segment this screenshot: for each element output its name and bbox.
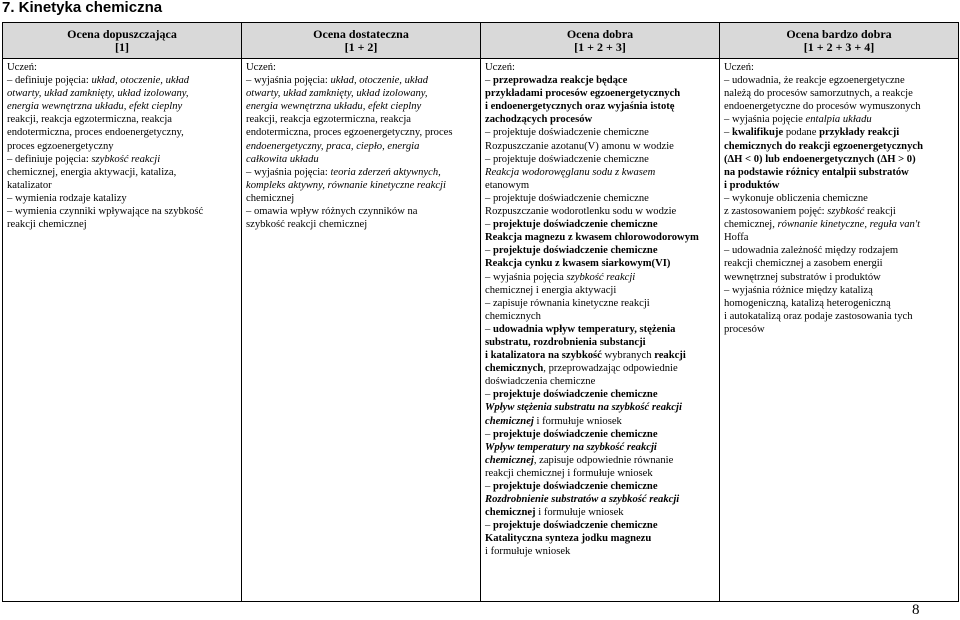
text-run: – definiuje pojęcia: (7, 153, 92, 165)
text-run: teoria zderzeń aktywnych, (330, 166, 441, 178)
text-run: reakcji, reakcja egzotermiczna, reakcja (7, 114, 172, 126)
column-subheading: [1] (115, 39, 129, 54)
criteria-line (246, 140, 476, 153)
criteria-line (724, 310, 954, 323)
text-run: kwalifikuje (731, 127, 784, 139)
criteria-line (724, 244, 954, 257)
text-run: reakcji, reakcja egzotermiczna, reakcja (246, 114, 411, 126)
text-run: Reakcja cynku z kwasem siarkowym(VI) (485, 258, 671, 270)
text-run: wewnętrznej substratów i produktów (724, 271, 881, 283)
criteria-line (724, 87, 954, 100)
criteria-line (246, 74, 476, 87)
text-run: chemicznej, (724, 219, 778, 231)
text-run: i katalizatora na szybkość (485, 350, 602, 362)
text-run: Uczeń: (485, 62, 515, 73)
criteria-line (485, 454, 715, 467)
text-run: układ, otoczenie, układ (330, 75, 429, 87)
text-run: – projektuje doświadczenie chemiczne (485, 192, 649, 204)
criteria-line (7, 166, 237, 179)
text-run: endoenergetyczny, praca, ciepło, energia (246, 140, 420, 152)
text-run: Reakcja wodorowęglanu sodu z kwasem (485, 166, 656, 178)
text-run: Hoffa (724, 232, 749, 244)
criteria-line (724, 192, 954, 205)
text-run: – projektuje doświadczenie chemiczne (485, 153, 649, 165)
text-run: – wymienia czynniki wpływające na szybkość (7, 206, 204, 218)
text-run: – wyjaśnia pojęcia (485, 271, 567, 283)
text-run: – wyjaśnia pojęcie (724, 114, 806, 126)
text-run: Rozpuszczanie azotanu(V) amonu w wodzie (485, 140, 674, 152)
text-run: – zapisuje równania kinetyczne reakcji (485, 297, 650, 309)
criteria-line (485, 323, 715, 336)
text-run: – (724, 127, 732, 139)
text-run: – udowadnia zależność między rodzajem (724, 245, 899, 257)
text-run: Katalityczna synteza jodku magnezu (485, 533, 652, 545)
criteria-line (485, 493, 715, 506)
table-header-row (3, 23, 959, 59)
criteria-line (485, 284, 715, 297)
criteria-line (485, 532, 715, 545)
table-body-row (3, 59, 959, 602)
criteria-line (7, 113, 237, 126)
criteria-line (724, 205, 954, 218)
text-run: reakcji chemicznej i formułuje wniosek (485, 467, 653, 479)
criteria-line (485, 126, 715, 139)
text-run: – (485, 219, 493, 231)
criteria-line (724, 140, 954, 153)
section-title: 7. Kinetyka chemiczna (2, 0, 163, 16)
text-run: – (485, 245, 493, 257)
column-header-bardzo-dobra (720, 23, 959, 59)
criteria-line (7, 179, 237, 192)
text-run: reakcji chemicznej a zasobem energii (724, 258, 883, 270)
text-run: entalpia układu (805, 114, 872, 126)
text-run: doświadczenia chemiczne (485, 376, 596, 388)
criteria-line (485, 336, 715, 349)
text-run: endotermiczna, proces endoenergetyczny, (7, 127, 184, 139)
text-run: – projektuje doświadczenie chemiczne (485, 127, 649, 139)
column-header-dostateczna (242, 23, 481, 59)
column-heading: Ocena dopuszczająca (67, 26, 177, 41)
text-run: proces egzoenergetyczny (7, 140, 114, 152)
text-run: i formułuje wniosek (485, 546, 571, 558)
criteria-line (7, 153, 237, 166)
criteria-line (724, 257, 954, 270)
text-run: chemicznej (485, 454, 534, 466)
criteria-line (485, 244, 715, 257)
criteria-line (7, 205, 237, 218)
text-run: chemicznych (485, 310, 541, 322)
text-run: całkowita układu (246, 153, 319, 165)
column-subheading: [1 + 2 + 3 + 4] (803, 39, 875, 54)
text-run: chemicznej, energia aktywacji, kataliza, (7, 166, 177, 178)
text-run: należą do procesów samorzutnych, a reakcje (724, 88, 913, 100)
criteria-line (485, 415, 715, 428)
text-run: – omawia wpływ różnych czynników na (246, 206, 418, 218)
text-run: – (485, 520, 493, 532)
text-run: przykładami procesów egzoenergetycznych (485, 88, 681, 100)
column-header-dopuszczajaca (3, 23, 242, 59)
criteria-line (246, 61, 476, 74)
criteria-cell-bardzo-dobra (720, 59, 959, 602)
text-run: – wyjaśnia pojęcia: (246, 75, 331, 87)
text-run: substratu, rozdrobnienia substancji (485, 336, 646, 348)
text-run: i produktów (724, 179, 780, 191)
criteria-line (724, 218, 954, 231)
column-heading: Ocena dobra (566, 26, 634, 41)
text-run: – (485, 389, 493, 401)
criteria-line (485, 519, 715, 532)
criteria-line (7, 218, 237, 231)
text-run: Rozdrobnienie substratów a szybkość reakcji (485, 494, 680, 506)
text-run: projektuje doświadczenie chemiczne (492, 389, 658, 401)
criteria-line (485, 349, 715, 362)
text-run: szybkość reakcji (91, 153, 161, 165)
text-run: projektuje doświadczenie chemiczne (492, 428, 658, 440)
text-run: Uczeń: (246, 62, 276, 73)
text-run: – wyjaśnia różnice między katalizą (724, 284, 873, 296)
criteria-line (724, 153, 954, 166)
text-run: – wykonuje obliczenia chemiczne (724, 192, 868, 204)
criteria-line (724, 166, 954, 179)
text-run: – definiuje pojęcia: (7, 75, 92, 87)
criteria-line (485, 100, 715, 113)
text-run: układ, otoczenie, układ (91, 75, 190, 87)
criteria-line (7, 126, 237, 139)
criteria-line (485, 428, 715, 441)
criteria-line (485, 388, 715, 401)
text-run: i autokatalizą oraz podaje zastosowania tych (724, 310, 913, 322)
text-run: homogeniczną, katalizą heterogeniczną (724, 297, 891, 309)
criteria-line (246, 166, 476, 179)
text-run: i endoenergetycznych oraz wyjaśnia istotę (485, 101, 675, 113)
column-heading: Ocena bardzo dobra (786, 26, 892, 41)
text-run: – udowadnia, że reakcje egzoenergetyczne (724, 75, 905, 87)
criteria-line (485, 257, 715, 270)
text-run: endotermiczna, proces egzoenergetyczny, proces (246, 127, 453, 139)
criteria-line (246, 126, 476, 139)
text-run: Rozpuszczanie wodorotlenku sodu w wodzie (485, 206, 677, 218)
text-run: projektuje doświadczenie chemiczne (492, 520, 658, 532)
criteria-line (485, 140, 715, 153)
text-run: energia wewnętrzna układu, efekt cieplny (246, 101, 422, 113)
criteria-line (246, 192, 476, 205)
criteria-line (7, 140, 237, 153)
criteria-line (246, 100, 476, 113)
criteria-line (724, 231, 954, 244)
criteria-line (7, 61, 237, 74)
text-run: wybranych (601, 350, 655, 362)
text-run: szybkość (827, 206, 865, 218)
text-run: przeprowadza reakcje będące (492, 75, 628, 87)
criteria-line (246, 113, 476, 126)
criteria-line (7, 74, 237, 87)
text-run: chemicznej (246, 192, 295, 204)
text-run: Reakcja magnezu z kwasem chlorowodorowym (485, 232, 699, 244)
text-run: otwarty, układ zamknięty, układ izolowany, (246, 88, 428, 100)
text-run: zachodzących procesów (485, 114, 593, 126)
text-run: – (485, 75, 493, 87)
criteria-line (485, 218, 715, 231)
criteria-line (485, 375, 715, 388)
text-run: szybkość reakcji (566, 271, 636, 283)
grading-criteria-table (2, 22, 959, 602)
text-run: – (485, 481, 493, 492)
criteria-line (724, 179, 954, 192)
criteria-line (485, 310, 715, 323)
column-subheading: [1 + 2] (344, 39, 378, 54)
criteria-line (485, 113, 715, 126)
text-run: procesów (724, 323, 765, 335)
criteria-cell-dobra (481, 59, 720, 602)
text-run: Wpływ stężenia substratu na szybkość reakcji (485, 402, 682, 414)
criteria-line (246, 205, 476, 218)
text-run: równanie kinetyczne, reguła van't (777, 219, 921, 231)
text-run: chemicznych (485, 363, 544, 375)
criteria-line (485, 74, 715, 87)
text-run: kompleks aktywny, równanie kinetyczne reakcji (246, 179, 446, 191)
text-run: – (485, 323, 493, 335)
criteria-line (485, 506, 715, 519)
criteria-line (7, 192, 237, 205)
criteria-line (246, 87, 476, 100)
criteria-line (485, 271, 715, 284)
text-run: i formułuje wniosek (533, 415, 622, 427)
criteria-line (7, 100, 237, 113)
text-run: i formułuje wniosek (535, 507, 624, 519)
text-run: szybkość reakcji chemicznej (246, 219, 368, 231)
text-run: energia wewnętrzna układu, efekt cieplny (7, 101, 183, 113)
criteria-line (724, 297, 954, 310)
text-run: otwarty, układ zamknięty, układ izolowany, (7, 88, 189, 100)
text-run: endoenergetyczne do procesów wymuszonych (724, 101, 921, 113)
text-run: (ΔH < 0) lub endoenergetycznych (ΔH > 0) (724, 153, 916, 165)
criteria-line (724, 74, 954, 87)
text-run: udowadnia wpływ temperatury, stężenia (492, 323, 676, 335)
criteria-line (485, 467, 715, 480)
criteria-line (485, 87, 715, 100)
criteria-line (246, 153, 476, 166)
criteria-line (724, 126, 954, 139)
text-run: chemicznej (485, 415, 534, 427)
column-heading: Ocena dostateczna (313, 26, 409, 41)
criteria-line (724, 61, 954, 74)
text-run: przykłady reakcji (819, 127, 900, 139)
criteria-line (485, 179, 715, 192)
text-run: Uczeń: (7, 62, 37, 73)
criteria-line (485, 231, 715, 244)
text-run: na podstawie różnicy entalpii substratów (724, 166, 909, 178)
criteria-line (485, 441, 715, 454)
criteria-line (485, 205, 715, 218)
criteria-line (485, 61, 715, 74)
text-run: reakcji chemicznej (7, 219, 87, 231)
text-run: podane (783, 127, 820, 139)
criteria-line (485, 545, 715, 558)
text-run: chemicznych do reakcji egzoenergetycznych (724, 140, 923, 152)
text-run: reakcji (654, 350, 686, 362)
criteria-line (485, 166, 715, 179)
criteria-line (246, 218, 476, 231)
text-run: projektuje doświadczenie chemiczne (492, 481, 658, 492)
page-number: 8 (912, 602, 920, 618)
text-run: – wymienia rodzaje katalizy (7, 192, 127, 204)
text-run: chemicznej i energia aktywacji (485, 284, 617, 296)
criteria-cell-dopuszczajaca (3, 59, 242, 602)
criteria-line (485, 401, 715, 414)
text-run: katalizator (7, 179, 52, 191)
criteria-line (724, 284, 954, 297)
text-run: projektuje doświadczenie chemiczne (492, 219, 658, 231)
text-run: – (485, 428, 493, 440)
text-run: etanowym (485, 179, 530, 191)
criteria-line (485, 192, 715, 205)
column-header-dobra (481, 23, 720, 59)
text-run: reakcji (864, 206, 896, 218)
text-run: , zapisuje odpowiednie równanie (533, 454, 674, 466)
criteria-line (246, 179, 476, 192)
criteria-line (724, 271, 954, 284)
text-run: chemicznej (485, 507, 536, 519)
criteria-line (485, 480, 715, 493)
criteria-cell-dostateczna (242, 59, 481, 602)
criteria-line (485, 362, 715, 375)
text-run: projektuje doświadczenie chemiczne (492, 245, 658, 257)
text-run: , przeprowadzając odpowiednie (543, 363, 678, 375)
text-run: z zastosowaniem pojęć: (724, 206, 828, 218)
text-run: Uczeń: (724, 62, 754, 73)
text-run: – wyjaśnia pojęcia: (246, 166, 331, 178)
column-subheading: [1 + 2 + 3] (574, 39, 626, 54)
criteria-line (724, 113, 954, 126)
criteria-line (7, 87, 237, 100)
criteria-line (724, 323, 954, 336)
criteria-line (724, 100, 954, 113)
text-run: Wpływ temperatury na szybkość reakcji (485, 441, 657, 453)
criteria-line (485, 297, 715, 310)
criteria-line (485, 153, 715, 166)
